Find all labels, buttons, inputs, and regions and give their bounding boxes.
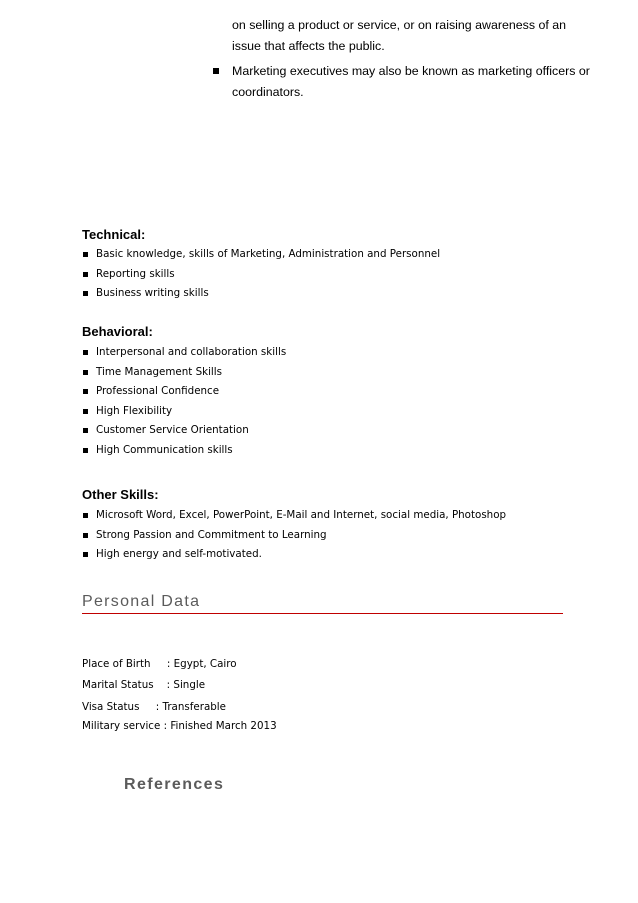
list-item bbox=[82, 245, 440, 265]
other-skills-heading: Other Skills: bbox=[82, 487, 159, 502]
intro-line: Marketing executives may also be known as marketing officers or bbox=[232, 64, 590, 78]
list-item bbox=[82, 545, 506, 565]
square-bullet-icon bbox=[83, 252, 88, 257]
visa-status-row: Visa Status : Transferable bbox=[82, 701, 226, 713]
intro-line: on selling a product or service, or on raising awareness of an bbox=[232, 18, 567, 32]
skill-text: High energy and self-motivated. bbox=[96, 548, 262, 561]
other-skills-list bbox=[82, 506, 506, 565]
skill-text: Customer Service Orientation bbox=[96, 424, 249, 437]
list-item bbox=[82, 265, 440, 285]
references-title: References bbox=[124, 776, 225, 793]
skill-text: Microsoft Word, Excel, PowerPoint, E-Mail and Internet, social media, Photoshop bbox=[96, 509, 507, 521]
military-service-row: Military service : Finished March 2013 bbox=[82, 720, 277, 732]
skill-text: Business writing skills bbox=[96, 287, 209, 300]
intro-line: issue that affects the public. bbox=[232, 39, 385, 53]
list-item bbox=[82, 441, 286, 461]
list-item bbox=[82, 526, 506, 546]
square-bullet-icon bbox=[83, 350, 88, 355]
square-bullet-icon bbox=[83, 552, 88, 557]
square-bullet-icon bbox=[83, 448, 88, 453]
list-item bbox=[82, 506, 506, 526]
technical-list bbox=[82, 245, 440, 304]
square-bullet-icon bbox=[83, 428, 88, 433]
behavioral-heading: Behavioral: bbox=[82, 324, 153, 339]
list-item bbox=[82, 402, 286, 422]
technical-heading: Technical: bbox=[82, 227, 146, 242]
section-divider bbox=[82, 613, 563, 614]
square-bullet-icon bbox=[213, 68, 219, 74]
behavioral-list bbox=[82, 343, 286, 461]
square-bullet-icon bbox=[83, 389, 88, 394]
skill-text: Reporting skills bbox=[96, 267, 175, 280]
skill-text: High Flexibility bbox=[96, 404, 173, 417]
square-bullet-icon bbox=[83, 370, 88, 375]
skill-text: Basic knowledge, skills of Marketing, Administration and Personnel bbox=[96, 248, 441, 260]
list-item bbox=[82, 382, 286, 402]
square-bullet-icon bbox=[83, 291, 88, 296]
list-item bbox=[82, 421, 286, 441]
skill-text: Time Management Skills bbox=[96, 365, 223, 378]
place-of-birth-row: Place of Birth : Egypt, Cairo bbox=[82, 658, 237, 670]
intro-line: coordinators. bbox=[232, 85, 304, 99]
square-bullet-icon bbox=[83, 272, 88, 277]
square-bullet-icon bbox=[83, 409, 88, 414]
skill-text: Professional Confidence bbox=[96, 385, 220, 398]
list-item bbox=[82, 363, 286, 383]
skill-text: Strong Passion and Commitment to Learning bbox=[96, 528, 327, 541]
list-item bbox=[82, 343, 286, 363]
square-bullet-icon bbox=[83, 533, 88, 538]
skill-text: Interpersonal and collaboration skills bbox=[96, 346, 287, 358]
marital-status-row: Marital Status : Single bbox=[82, 679, 206, 691]
personal-data-title: Personal Data bbox=[82, 593, 201, 610]
skill-text: High Communication skills bbox=[96, 443, 233, 456]
list-item bbox=[82, 284, 440, 304]
square-bullet-icon bbox=[83, 513, 88, 518]
